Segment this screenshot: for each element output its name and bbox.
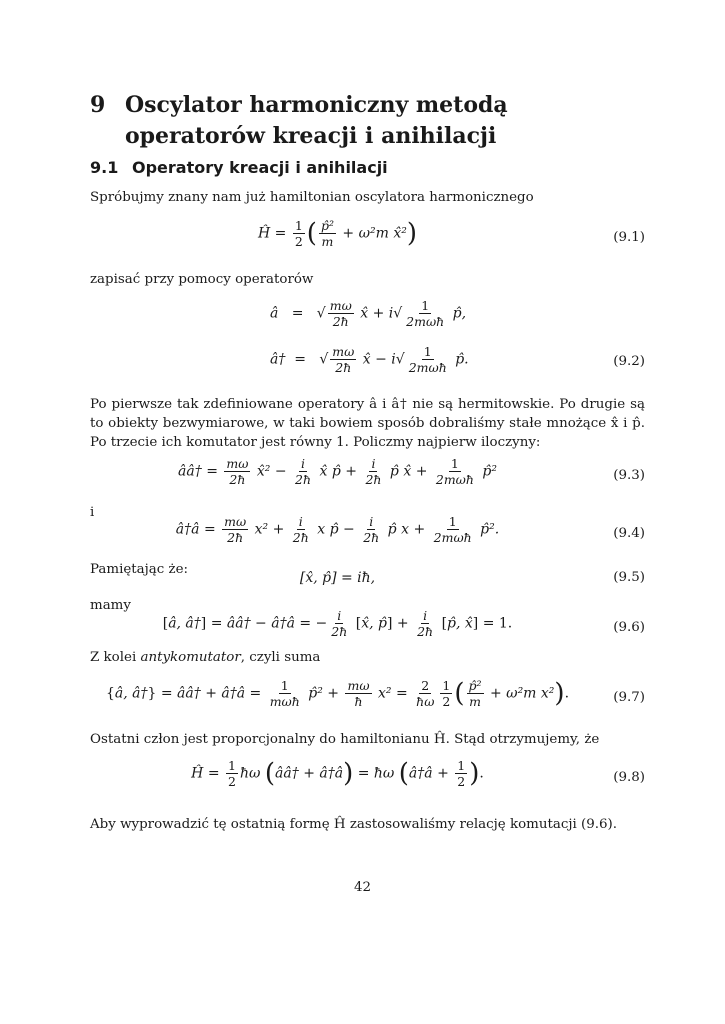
paragraph-4: i: [90, 505, 95, 520]
paragraph-9: Aby wyprowadzić tę ostatnią formę Ĥ zastosowaliśmy relację komutacji (9.6).: [90, 817, 618, 832]
equation-body: Ĥ = $\frac{1}{2}$ ( $\frac{\text{p̂²}}{m}$ + ω²m x̂²): [257, 218, 418, 249]
paragraph-6: mamy: [90, 598, 131, 613]
section-title: Oscylator harmoniczny metodą operatorów kreacji i anihilacji: [125, 92, 508, 149]
equation-body-line-1: â = √ $\frac{m\omega}{2ħ}$ x̂ + i√ $\frac{1}{\text{2mωħ}}$ p̂,: [270, 298, 467, 329]
equation-body: {â, â†} = ââ† + â†â = $\frac{1}{\text{mωħ}}$ p̂² + $\frac{m\omega}{ħ}$ x² = $\frac{2}{ħ\omega}$ $\frac{1}{2}$ ( $\frac{\text{p̂²}}{m}$ + ω²m x²).: [105, 678, 570, 709]
paragraph-8: Ostatni człon jest proporcjonalny do hamiltonianu Ĥ. Stąd otrzymujemy, że: [90, 732, 600, 747]
equation-9-7: [90, 678, 645, 718]
subsection-number: 9.1: [90, 158, 119, 177]
equation-9-4: [90, 514, 645, 554]
equation-body: ââ† = $\frac{m\omega}{2ħ}$ x̂² − $\frac{i}{2ħ}$ x̂ p̂ + $\frac{i}{2ħ}$ p̂ x̂ + $\frac{1}{\text{2mωħ}}$ p̂²: [178, 456, 497, 487]
equation-9-3: [90, 456, 645, 496]
equation-9-1: [90, 218, 645, 258]
subsection-title: Operatory kreacji i anihilacji: [132, 158, 388, 177]
equation-body-line-2: â† = √ $\frac{m\omega}{2ħ}$ x̂ − i√ $\frac{1}{\text{2mωħ}}$ p̂.: [270, 344, 469, 375]
equation-9-2: [90, 298, 645, 388]
paragraph-5: Pamiętając że:: [90, 562, 189, 577]
emphasis-term: antykomutator: [140, 650, 241, 665]
section-number: 9: [90, 92, 106, 118]
equation-tag: (9.7): [613, 690, 645, 705]
section-heading: [90, 90, 650, 152]
paragraph-2: zapisać przy pomocy operatorów: [90, 272, 314, 287]
equation-9-5: [90, 570, 645, 592]
paragraph-7-start: Z kolei: [90, 650, 141, 665]
equation-body: â†â = $\frac{m\omega}{2ħ}$ x² + $\frac{i}{2ħ}$ x p̂ − $\frac{i}{2ħ}$ p̂ x + $\frac{1}{\text{2mωħ}}$ p̂².: [175, 514, 500, 545]
subsection-heading: [90, 158, 388, 177]
paragraph-7-end: , czyli suma: [240, 650, 321, 665]
equation-9-8: [90, 758, 645, 798]
page-number: 42: [353, 880, 372, 895]
equation-tag: (9.1): [613, 230, 645, 245]
equation-body: [â, â†] = ââ† − â†â = − $\frac{i}{2ħ}$ [x̂, p̂] + $\frac{i}{2ħ}$ [p̂, x̂] = 1.: [162, 608, 513, 639]
equation-tag: (9.4): [613, 526, 645, 541]
equation-tag: (9.3): [613, 468, 645, 483]
equation-tag: (9.5): [613, 570, 645, 585]
equation-tag: (9.2): [613, 354, 645, 369]
equation-body: [x̂, p̂] = iħ,: [299, 570, 376, 586]
equation-9-6: [90, 608, 645, 648]
equation-tag: (9.6): [613, 620, 645, 635]
equation-tag: (9.8): [613, 770, 645, 785]
paragraph-1: Spróbujmy znany nam już hamiltonian oscylatora harmonicznego: [90, 190, 534, 205]
equation-body: Ĥ = $\frac{1}{2}$ ħω (ââ† + â†â) = ħω (â†â + $\frac{1}{2}$ ).: [191, 758, 484, 789]
paragraph-7: [90, 648, 645, 667]
paragraph-3: Po pierwsze tak zdefiniowane operatory â i â† nie są hermitowskie. Po drugie są to obiekty bezwymiarowe, w taki bowiem sposób dobraliśmy stałe mnożące x̂ i p̂. Po trzecie ich komutator jest równy 1. Policzmy najpierw iloczyny:: [90, 397, 645, 450]
